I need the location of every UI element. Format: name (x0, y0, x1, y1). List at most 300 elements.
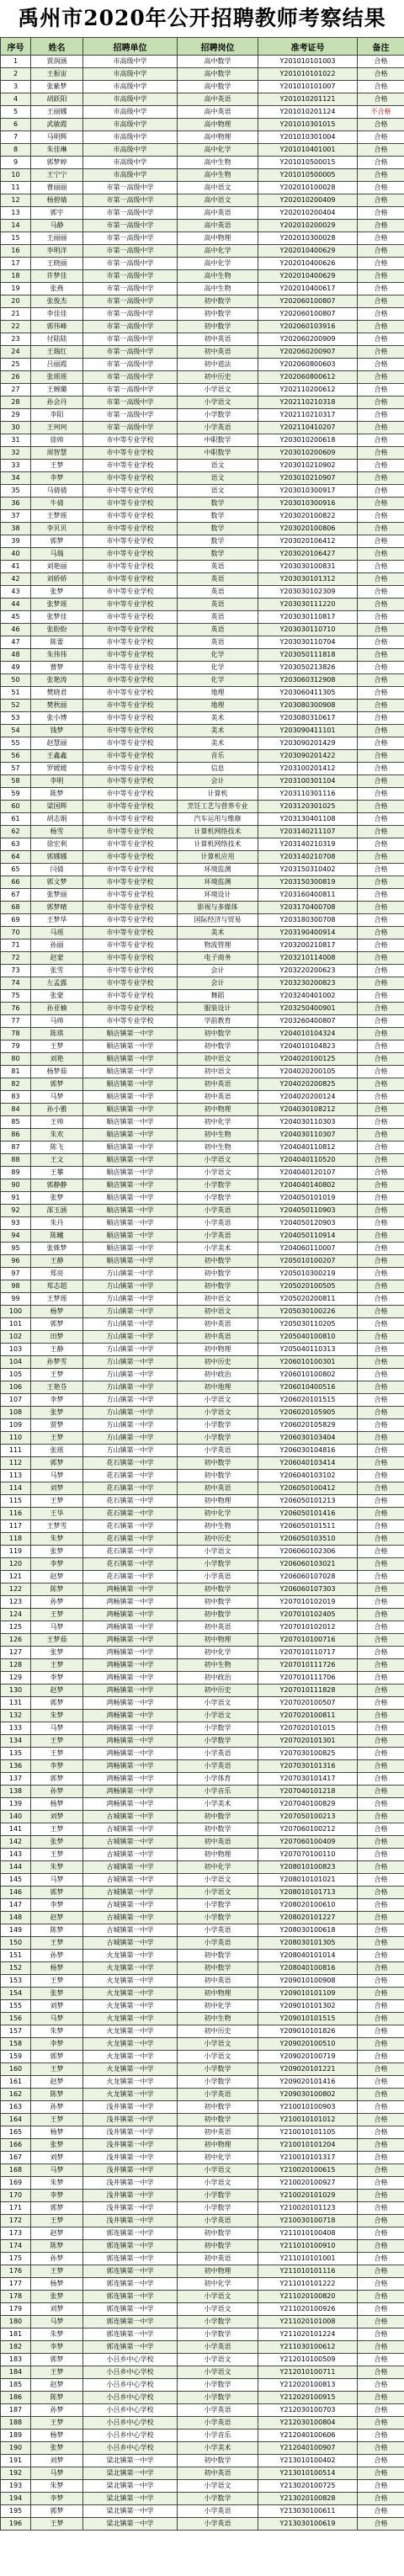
cell-name: 张俊杰 (31, 295, 83, 308)
cell-index: 52 (1, 700, 31, 712)
cell-name: 张梦 (31, 1192, 83, 1205)
cell-remark: 合格 (358, 636, 404, 649)
cell-remark: 合格 (358, 157, 404, 169)
table-row (1, 1280, 404, 1293)
table-row (1, 2316, 404, 2329)
cell-position: 小学语文 (178, 2480, 258, 2493)
cell-remark: 合格 (358, 371, 404, 384)
cell-school: 方山镇第一中学 (83, 1293, 178, 1306)
cell-remark: 合格 (358, 1318, 404, 1331)
header-position: 招聘岗位 (178, 38, 258, 56)
table-row (1, 2366, 404, 2379)
cell-index: 40 (1, 548, 31, 561)
cell-index: 154 (1, 1988, 31, 2000)
table-row (1, 788, 404, 801)
cell-ticket-number: Y203100201412 (258, 763, 358, 775)
cell-remark: 合格 (358, 1874, 404, 1887)
cell-index: 56 (1, 750, 31, 763)
cell-ticket-number: Y203200210817 (258, 939, 358, 952)
table-row (1, 674, 404, 687)
cell-remark: 合格 (358, 573, 404, 586)
cell-remark: 合格 (358, 2265, 404, 2278)
table-row (1, 1028, 404, 1041)
cell-index: 139 (1, 1798, 31, 1811)
cell-remark: 合格 (358, 1306, 404, 1318)
cell-school: 市高级中学 (83, 119, 178, 131)
cell-position: 美术 (178, 927, 258, 939)
table-row (1, 1318, 404, 1331)
cell-school: 市中等专业学校 (83, 927, 178, 939)
cell-position: 小学音乐 (178, 2430, 258, 2442)
cell-index: 88 (1, 1154, 31, 1167)
cell-school: 市中等专业学校 (83, 700, 178, 712)
cell-ticket-number: Y204040120107 (258, 1167, 358, 1179)
cell-remark: 合格 (358, 700, 404, 712)
cell-position: 小学数学 (178, 2379, 258, 2392)
cell-name: 马帅 (31, 1015, 83, 1028)
cell-name: 张艳涛 (31, 674, 83, 687)
cell-ticket-number: Y202110210318 (258, 397, 358, 409)
cell-remark: 合格 (358, 333, 404, 346)
cell-name: 马梦 (31, 2467, 83, 2480)
table-row (1, 775, 404, 788)
cell-name: 刘梦 (31, 2000, 83, 2013)
table-row (1, 1874, 404, 1887)
cell-name: 马瑶 (31, 927, 83, 939)
cell-remark: 合格 (358, 384, 404, 397)
cell-index: 147 (1, 1899, 31, 1912)
cell-remark: 合格 (358, 182, 404, 194)
cell-position: 影视与多媒体 (178, 902, 258, 914)
cell-index: 71 (1, 939, 31, 952)
cell-name: 赵梦 (31, 2379, 83, 2392)
cell-school: 市中等专业学校 (83, 952, 178, 965)
cell-position: 初中数学 (178, 1811, 258, 1823)
cell-ticket-number: Y206050103510 (258, 1533, 358, 1546)
cell-ticket-number: Y203140210708 (258, 851, 358, 864)
cell-school: 郭连镇第一中学 (83, 2341, 178, 2354)
cell-school: 市第一高级中学 (83, 384, 178, 397)
table-row (1, 1685, 404, 1697)
cell-remark: 合格 (358, 422, 404, 434)
cell-school: 顺店镇第一中学 (83, 1129, 178, 1142)
cell-position: 小学语文 (178, 2177, 258, 2190)
table-row (1, 1381, 404, 1394)
cell-ticket-number: Y207020101301 (258, 1735, 358, 1748)
cell-school: 浅井镇第一中学 (83, 2101, 178, 2114)
cell-name: 吕丽霞 (31, 359, 83, 371)
cell-position: 高中物理 (178, 119, 258, 131)
table-row (1, 1066, 404, 1078)
cell-remark: 合格 (358, 2227, 404, 2240)
cell-name: 徐帅 (31, 434, 83, 447)
table-row (1, 2329, 404, 2341)
cell-school: 市第一高级中学 (83, 409, 178, 422)
cell-school: 火龙镇第一中学 (83, 1975, 178, 1988)
cell-position: 小学数学 (178, 1912, 258, 1924)
cell-position: 初中物理 (178, 2139, 258, 2152)
cell-ticket-number: Y203090201429 (258, 737, 358, 750)
cell-index: 181 (1, 2329, 31, 2341)
cell-school: 火龙镇第一中学 (83, 1962, 178, 1975)
cell-school: 鸿畅镇第一中学 (83, 1583, 178, 1596)
cell-index: 90 (1, 1179, 31, 1192)
cell-remark: 合格 (358, 977, 404, 990)
cell-remark: 合格 (358, 535, 404, 548)
cell-ticket-number: Y210010101204 (258, 2139, 358, 2152)
cell-position: 初中数学 (178, 1823, 258, 1836)
cell-ticket-number: Y203010210907 (258, 472, 358, 485)
cell-school: 花石镇第一中学 (83, 1571, 178, 1583)
cell-name: 朱梦 (31, 2329, 83, 2341)
table-row (1, 93, 404, 106)
cell-name: 杨梦 (31, 2126, 83, 2139)
table-row (1, 498, 404, 510)
cell-name: 郭梦 (31, 535, 83, 548)
cell-position: 小学数学 (178, 1179, 258, 1192)
cell-name: 张梦 (31, 586, 83, 599)
cell-remark: 合格 (358, 1950, 404, 1962)
cell-index: 165 (1, 2126, 31, 2139)
cell-position: 数学 (178, 510, 258, 523)
cell-school: 市第一高级中学 (83, 270, 178, 283)
cell-index: 140 (1, 1811, 31, 1823)
cell-position: 中职数学 (178, 447, 258, 460)
cell-name: 樊秋丽 (31, 700, 83, 712)
cell-ticket-number: Y203210114008 (258, 952, 358, 965)
cell-index: 162 (1, 2089, 31, 2101)
cell-school: 花石镇第一中学 (83, 1558, 178, 1571)
table-row (1, 295, 404, 308)
table-row (1, 548, 404, 561)
cell-remark: 合格 (358, 2417, 404, 2430)
cell-school: 古城镇第一中学 (83, 1912, 178, 1924)
cell-index: 161 (1, 2076, 31, 2089)
cell-index: 61 (1, 813, 31, 826)
cell-school: 市第一高级中学 (83, 333, 178, 346)
table-row (1, 119, 404, 131)
cell-ticket-number: Y204020200124 (258, 1091, 358, 1104)
cell-position: 音乐 (178, 750, 258, 763)
cell-remark: 合格 (358, 1268, 404, 1280)
table-row (1, 662, 404, 674)
table-row (1, 2025, 404, 2038)
cell-school: 郭连镇第一中学 (83, 2303, 178, 2316)
cell-position: 小学数学 (178, 1192, 258, 1205)
cell-ticket-number: Y201010301015 (258, 119, 358, 131)
cell-index: 86 (1, 1129, 31, 1142)
cell-ticket-number: Y207010111828 (258, 1685, 358, 1697)
cell-ticket-number: Y206010100301 (258, 1356, 358, 1369)
cell-index: 15 (1, 232, 31, 245)
cell-name: 张蒙 (31, 990, 83, 1003)
cell-position: 数学 (178, 548, 258, 561)
cell-ticket-number: Y210020100615 (258, 2164, 358, 2177)
table-row (1, 523, 404, 535)
cell-school: 市中等专业学校 (83, 939, 178, 952)
cell-index: 54 (1, 725, 31, 737)
cell-index: 121 (1, 1571, 31, 1583)
cell-name: 刘梦 (31, 2303, 83, 2316)
cell-index: 35 (1, 485, 31, 498)
cell-name: 王梦 (31, 2518, 83, 2531)
cell-school: 鸿畅镇第一中学 (83, 1609, 178, 1621)
cell-index: 4 (1, 93, 31, 106)
table-row (1, 56, 404, 68)
cell-remark: 合格 (358, 1924, 404, 1937)
cell-index: 192 (1, 2467, 31, 2480)
cell-index: 168 (1, 2164, 31, 2177)
cell-remark: 合格 (358, 270, 404, 283)
cell-remark: 合格 (358, 548, 404, 561)
cell-index: 59 (1, 788, 31, 801)
cell-name: 武敏霞 (31, 119, 83, 131)
cell-position: 初中英语 (178, 1621, 258, 1634)
cell-name: 马梦 (31, 1091, 83, 1104)
cell-ticket-number: Y212020100813 (258, 2379, 358, 2392)
cell-ticket-number: Y203090411101 (258, 725, 358, 737)
cell-ticket-number: Y204040110520 (258, 1154, 358, 1167)
cell-school: 鸿畅镇第一中学 (83, 1735, 178, 1748)
cell-position: 初中历史 (178, 2025, 258, 2038)
cell-remark: 合格 (358, 1659, 404, 1672)
cell-remark: 合格 (358, 1344, 404, 1356)
table-row (1, 1255, 404, 1268)
cell-position: 初中数学 (178, 1255, 258, 1268)
cell-position: 地理 (178, 700, 258, 712)
cell-position: 服装设计 (178, 1003, 258, 1015)
cell-position: 初中英语 (178, 1836, 258, 1849)
cell-name: 王梦雪 (31, 1520, 83, 1533)
cell-ticket-number: Y207010100716 (258, 1634, 358, 1647)
cell-index: 116 (1, 1508, 31, 1520)
cell-ticket-number: Y207040101218 (258, 1786, 358, 1798)
table-row (1, 763, 404, 775)
cell-remark: 合格 (358, 1735, 404, 1748)
cell-remark: 合格 (358, 990, 404, 1003)
cell-ticket-number: Y206040103414 (258, 1457, 358, 1470)
table-row (1, 2341, 404, 2354)
cell-name: 王帅 (31, 1116, 83, 1129)
cell-school: 鸿畅镇第一中学 (83, 1685, 178, 1697)
cell-position: 小学英语 (178, 1217, 258, 1230)
cell-remark: 合格 (358, 1912, 404, 1924)
table-row (1, 460, 404, 472)
cell-name: 王晓丽 (31, 258, 83, 270)
cell-position: 小学数学 (178, 2202, 258, 2215)
cell-ticket-number: Y203030102309 (258, 586, 358, 599)
cell-ticket-number: Y202110410207 (258, 422, 358, 434)
table-row (1, 2303, 404, 2316)
table-row (1, 68, 404, 81)
cell-index: 127 (1, 1647, 31, 1659)
cell-remark: 合格 (358, 2051, 404, 2063)
table-row (1, 813, 404, 826)
cell-remark: 合格 (358, 1407, 404, 1419)
cell-school: 方山镇第一中学 (83, 1394, 178, 1407)
cell-name: 郭文梦 (31, 876, 83, 889)
cell-index: 158 (1, 2038, 31, 2051)
cell-name: 郭梦 (31, 2202, 83, 2215)
cell-ticket-number: Y210020100927 (258, 2177, 358, 2190)
cell-position: 小学语文 (178, 1394, 258, 1407)
cell-index: 117 (1, 1520, 31, 1533)
cell-position: 初中数学 (178, 1596, 258, 1609)
cell-school: 火龙镇第一中学 (83, 1950, 178, 1962)
cell-ticket-number: Y202060200909 (258, 333, 358, 346)
table-row (1, 1912, 404, 1924)
table-row (1, 2493, 404, 2505)
table-row (1, 1445, 404, 1457)
cell-position: 计算机网络技术 (178, 838, 258, 851)
cell-name: 钱梦 (31, 725, 83, 737)
cell-remark: 合格 (358, 523, 404, 535)
cell-name: 杨梦 (31, 1306, 83, 1318)
cell-name: 陈曦 (31, 1230, 83, 1243)
cell-ticket-number: Y203150310402 (258, 864, 358, 876)
cell-ticket-number: Y205040110313 (258, 1344, 358, 1356)
cell-remark: 合格 (358, 1836, 404, 1849)
cell-school: 方山镇第一中学 (83, 1344, 178, 1356)
cell-index: 27 (1, 384, 31, 397)
cell-index: 33 (1, 460, 31, 472)
cell-remark: 合格 (358, 169, 404, 182)
cell-school: 顺店镇第一中学 (83, 1167, 178, 1179)
cell-position: 初中生物 (178, 1129, 258, 1142)
cell-remark: 合格 (358, 927, 404, 939)
cell-school: 市第一高级中学 (83, 371, 178, 384)
cell-name: 王艳芬 (31, 1381, 83, 1394)
cell-remark: 合格 (358, 2430, 404, 2442)
cell-remark: 合格 (358, 194, 404, 207)
header-row (1, 38, 404, 56)
cell-remark: 合格 (358, 1596, 404, 1609)
cell-remark: 合格 (358, 2063, 404, 2076)
cell-ticket-number: Y206050101511 (258, 1520, 358, 1533)
cell-name: 孙丽 (31, 939, 83, 952)
cell-ticket-number: Y210010101105 (258, 2126, 358, 2139)
cell-position: 初中数学 (178, 1268, 258, 1280)
cell-index: 122 (1, 1583, 31, 1596)
header-name: 姓名 (31, 38, 83, 56)
cell-remark: 合格 (358, 245, 404, 258)
cell-name: 李梦 (31, 472, 83, 485)
cell-ticket-number: Y202010200404 (258, 207, 358, 220)
cell-position: 数学 (178, 535, 258, 548)
cell-name: 李梦 (31, 1558, 83, 1571)
cell-index: 92 (1, 1205, 31, 1217)
cell-ticket-number: Y210020101029 (258, 2190, 358, 2202)
cell-remark: 合格 (358, 674, 404, 687)
cell-position: 小学美术 (178, 1798, 258, 1811)
cell-school: 古城镇第一中学 (83, 1924, 178, 1937)
cell-index: 26 (1, 371, 31, 384)
cell-index: 194 (1, 2493, 31, 2505)
cell-index: 129 (1, 1672, 31, 1685)
cell-position: 初中英语 (178, 1318, 258, 1331)
table-row (1, 1722, 404, 1735)
cell-position: 小学英语 (178, 2518, 258, 2531)
cell-index: 146 (1, 1887, 31, 1899)
cell-remark: 合格 (358, 1445, 404, 1457)
cell-position: 高中生物 (178, 270, 258, 283)
cell-index: 16 (1, 245, 31, 258)
cell-remark: 合格 (358, 1243, 404, 1255)
cell-position: 初中化学 (178, 2000, 258, 2013)
cell-position: 初中物理 (178, 2265, 258, 2278)
cell-name: 王梦 (31, 460, 83, 472)
cell-remark: 合格 (358, 308, 404, 321)
cell-school: 顺店镇第一中学 (83, 1142, 178, 1154)
cell-position: 小学数学 (178, 1722, 258, 1735)
cell-name: 郭梦 (31, 1697, 83, 1710)
cell-name: 孙会丹 (31, 397, 83, 409)
cell-ticket-number: Y203030111220 (258, 599, 358, 611)
cell-ticket-number: Y203030100831 (258, 561, 358, 573)
cell-name: 马瑞 (31, 548, 83, 561)
table-row (1, 1205, 404, 1217)
cell-ticket-number: Y203060312908 (258, 674, 358, 687)
cell-remark: 合格 (358, 2291, 404, 2303)
cell-index: 184 (1, 2366, 31, 2379)
cell-remark: 合格 (358, 1179, 404, 1192)
cell-position: 小学语文 (178, 2303, 258, 2316)
cell-index: 102 (1, 1331, 31, 1344)
cell-position: 英语 (178, 586, 258, 599)
table-row (1, 422, 404, 434)
cell-name: 朱丹 (31, 1217, 83, 1230)
cell-name: 杨雪 (31, 826, 83, 838)
cell-name: 赵梦 (31, 1685, 83, 1697)
cell-ticket-number: Y201010201124 (258, 106, 358, 119)
table-row (1, 1015, 404, 1028)
cell-index: 196 (1, 2518, 31, 2531)
cell-ticket-number: Y201010201121 (258, 93, 358, 106)
cell-school: 市第一高级中学 (83, 321, 178, 333)
cell-remark: 合格 (358, 2341, 404, 2354)
cell-remark: 合格 (358, 876, 404, 889)
cell-index: 166 (1, 2139, 31, 2152)
cell-position: 初中物理 (178, 1344, 258, 1356)
cell-school: 方山镇第一中学 (83, 1369, 178, 1381)
cell-remark: 合格 (358, 2518, 404, 2531)
cell-index: 132 (1, 1710, 31, 1722)
cell-position: 高中物理 (178, 232, 258, 245)
cell-school: 小吕乡中心学校 (83, 2379, 178, 2392)
cell-ticket-number: Y213010100402 (258, 2455, 358, 2467)
cell-remark: 合格 (358, 1937, 404, 1950)
cell-remark: 合格 (358, 1482, 404, 1495)
cell-name: 朱梦 (31, 1533, 83, 1546)
table-row (1, 1369, 404, 1381)
table-row (1, 2164, 404, 2177)
cell-index: 23 (1, 333, 31, 346)
table-row (1, 434, 404, 447)
table-row (1, 2000, 404, 2013)
cell-name: 陈琪 (31, 1028, 83, 1041)
cell-name: 马梦 (31, 1722, 83, 1735)
cell-school: 市中等专业学校 (83, 977, 178, 990)
cell-name: 王梦 (31, 2114, 83, 2126)
cell-remark: 合格 (358, 1470, 404, 1482)
cell-index: 183 (1, 2354, 31, 2366)
cell-ticket-number: Y207020100507 (258, 1697, 358, 1710)
cell-school: 市高级中学 (83, 81, 178, 93)
cell-school: 市中等专业学校 (83, 548, 178, 561)
cell-school: 浅井镇第一中学 (83, 2202, 178, 2215)
cell-remark: 合格 (358, 2455, 404, 2467)
cell-school: 古城镇第一中学 (83, 1811, 178, 1823)
